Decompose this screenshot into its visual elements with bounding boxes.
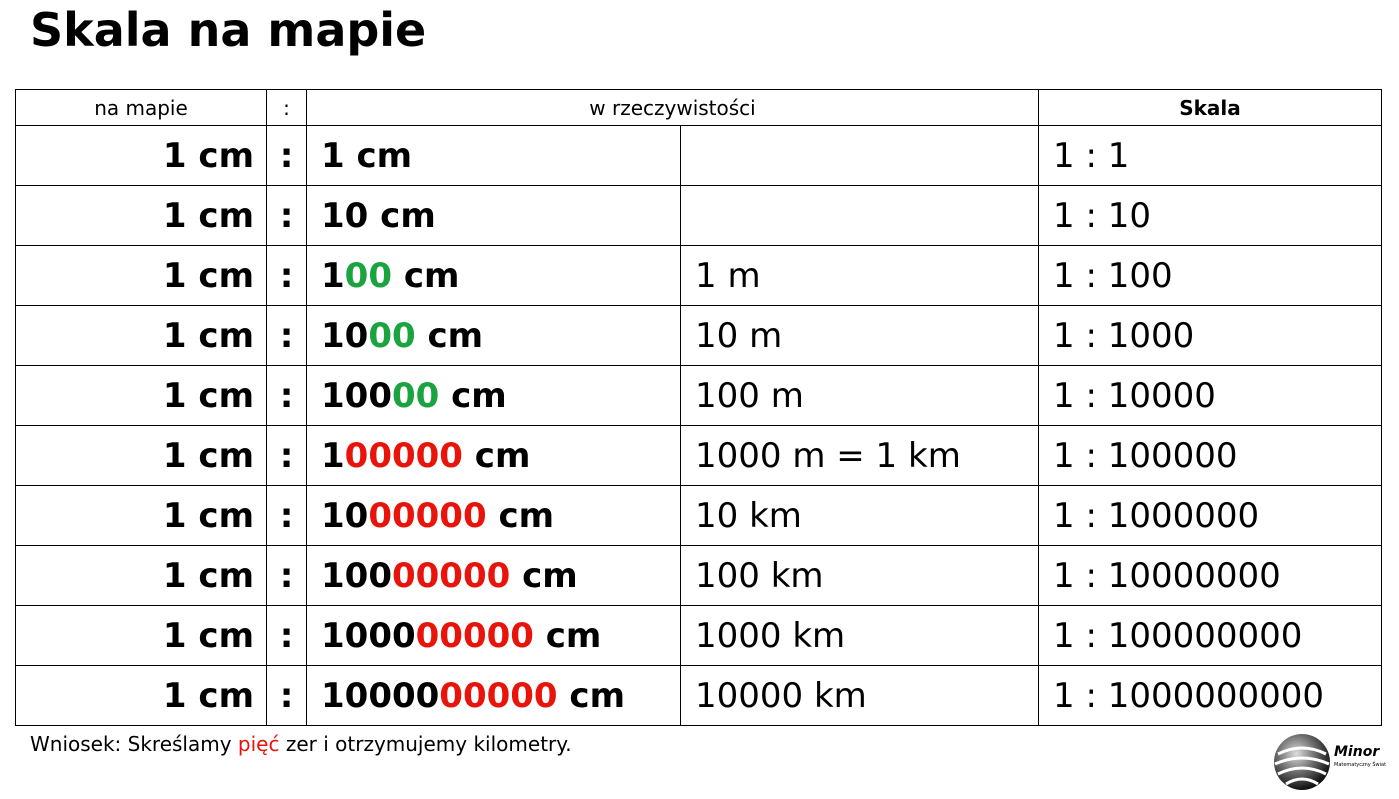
real-value-zeros: 00000 — [344, 435, 463, 476]
colon-separator: : — [267, 426, 307, 486]
real-value — [307, 546, 681, 606]
scale-ratio: 1 : 100000000 — [1039, 606, 1382, 666]
map-value: 1 cm — [16, 606, 267, 666]
globe-icon — [1272, 730, 1332, 796]
real-value-zeros: 00 — [368, 315, 416, 356]
colon-separator: : — [267, 246, 307, 306]
real-value-unit: cm — [439, 375, 507, 416]
real-value-unit: cm — [344, 135, 413, 176]
real-value — [307, 366, 681, 426]
real-value-unit: cm — [557, 675, 626, 716]
converted-value: 100 km — [681, 546, 1039, 606]
real-value-plain: 1 — [321, 255, 345, 296]
real-value — [307, 126, 681, 186]
real-value-unit: cm — [533, 615, 602, 656]
scale-ratio: 1 : 1000000000 — [1039, 666, 1382, 726]
converted-value: 1000 km — [681, 606, 1039, 666]
page-title: Skala na mapie — [30, 3, 427, 57]
scale-ratio: 1 : 100000 — [1039, 426, 1382, 486]
colon-separator: : — [267, 486, 307, 546]
map-value: 1 cm — [16, 666, 267, 726]
colon-separator: : — [267, 126, 307, 186]
conclusion-text — [30, 730, 572, 758]
converted-value: 100 m — [681, 366, 1039, 426]
real-value-plain: 10 — [321, 195, 369, 236]
scale-ratio: 1 : 10000000 — [1039, 546, 1382, 606]
converted-value — [681, 186, 1039, 246]
scale-ratio: 1 : 1000000 — [1039, 486, 1382, 546]
scale-ratio: 1 : 10 — [1039, 186, 1382, 246]
table-row — [16, 126, 1382, 186]
real-value-unit: cm — [368, 195, 436, 236]
map-value: 1 cm — [16, 486, 267, 546]
logo-name: Minor — [1334, 744, 1380, 760]
logo-subtitle: Matematyczny Świat — [1334, 762, 1387, 768]
colon-separator: : — [267, 666, 307, 726]
map-value: 1 cm — [16, 246, 267, 306]
table-header-row — [16, 90, 1382, 126]
conclusion-after: zer i otrzymujemy kilometry. — [279, 732, 572, 756]
real-value-unit: cm — [462, 435, 531, 476]
real-value-zeros: 00000 — [415, 615, 534, 656]
converted-value — [681, 126, 1039, 186]
scale-ratio: 1 : 100 — [1039, 246, 1382, 306]
map-value: 1 cm — [16, 546, 267, 606]
table-row — [16, 666, 1382, 726]
real-value-plain: 100 — [321, 555, 392, 596]
map-value: 1 cm — [16, 306, 267, 366]
real-value-zeros: 00 — [344, 255, 392, 296]
logo — [1272, 730, 1399, 796]
map-value: 1 cm — [16, 186, 267, 246]
header-colon: : — [267, 90, 307, 126]
table-row — [16, 246, 1382, 306]
real-value-unit: cm — [392, 255, 460, 296]
real-value — [307, 306, 681, 366]
real-value-plain: 1000 — [321, 615, 416, 656]
real-value-unit: cm — [486, 495, 555, 536]
real-value-zeros: 00000 — [368, 495, 487, 536]
colon-separator: : — [267, 606, 307, 666]
real-value — [307, 426, 681, 486]
real-value-plain: 10000 — [321, 675, 440, 716]
colon-separator: : — [267, 186, 307, 246]
real-value-plain: 1 — [321, 435, 345, 476]
map-value: 1 cm — [16, 126, 267, 186]
converted-value: 10 m — [681, 306, 1039, 366]
table-row — [16, 306, 1382, 366]
scale-ratio: 1 : 1000 — [1039, 306, 1382, 366]
scale-ratio: 1 : 10000 — [1039, 366, 1382, 426]
map-value: 1 cm — [16, 426, 267, 486]
header-na-mapie: na mapie — [16, 90, 267, 126]
converted-value: 1000 m = 1 km — [681, 426, 1039, 486]
table-row — [16, 366, 1382, 426]
header-skala: Skala — [1039, 90, 1382, 126]
header-w-rzeczywistosci: w rzeczywistości — [307, 90, 1039, 126]
real-value — [307, 246, 681, 306]
colon-separator: : — [267, 366, 307, 426]
real-value-plain: 10 — [321, 495, 369, 536]
table-row — [16, 546, 1382, 606]
real-value — [307, 606, 681, 666]
real-value-unit: cm — [415, 315, 484, 356]
colon-separator: : — [267, 546, 307, 606]
conclusion-highlight: pięć — [237, 732, 280, 756]
map-value: 1 cm — [16, 366, 267, 426]
conclusion-before: Wniosek: Skreślamy — [30, 732, 238, 756]
converted-value: 10000 km — [681, 666, 1039, 726]
converted-value: 10 km — [681, 486, 1039, 546]
converted-value: 1 m — [681, 246, 1039, 306]
real-value-plain: 1 — [321, 135, 345, 176]
table-row — [16, 186, 1382, 246]
table-row — [16, 486, 1382, 546]
scale-ratio: 1 : 1 — [1039, 126, 1382, 186]
table-body — [16, 126, 1382, 726]
real-value — [307, 486, 681, 546]
real-value-plain: 10 — [321, 315, 369, 356]
table-row — [16, 426, 1382, 486]
real-value — [307, 666, 681, 726]
scale-table — [15, 89, 1382, 726]
real-value-unit: cm — [510, 555, 578, 596]
real-value — [307, 186, 681, 246]
real-value-zeros: 00000 — [439, 675, 558, 716]
real-value-plain: 100 — [321, 375, 392, 416]
colon-separator: : — [267, 306, 307, 366]
real-value-zeros: 00000 — [391, 555, 511, 596]
real-value-zeros: 00 — [391, 375, 440, 416]
table-row — [16, 606, 1382, 666]
